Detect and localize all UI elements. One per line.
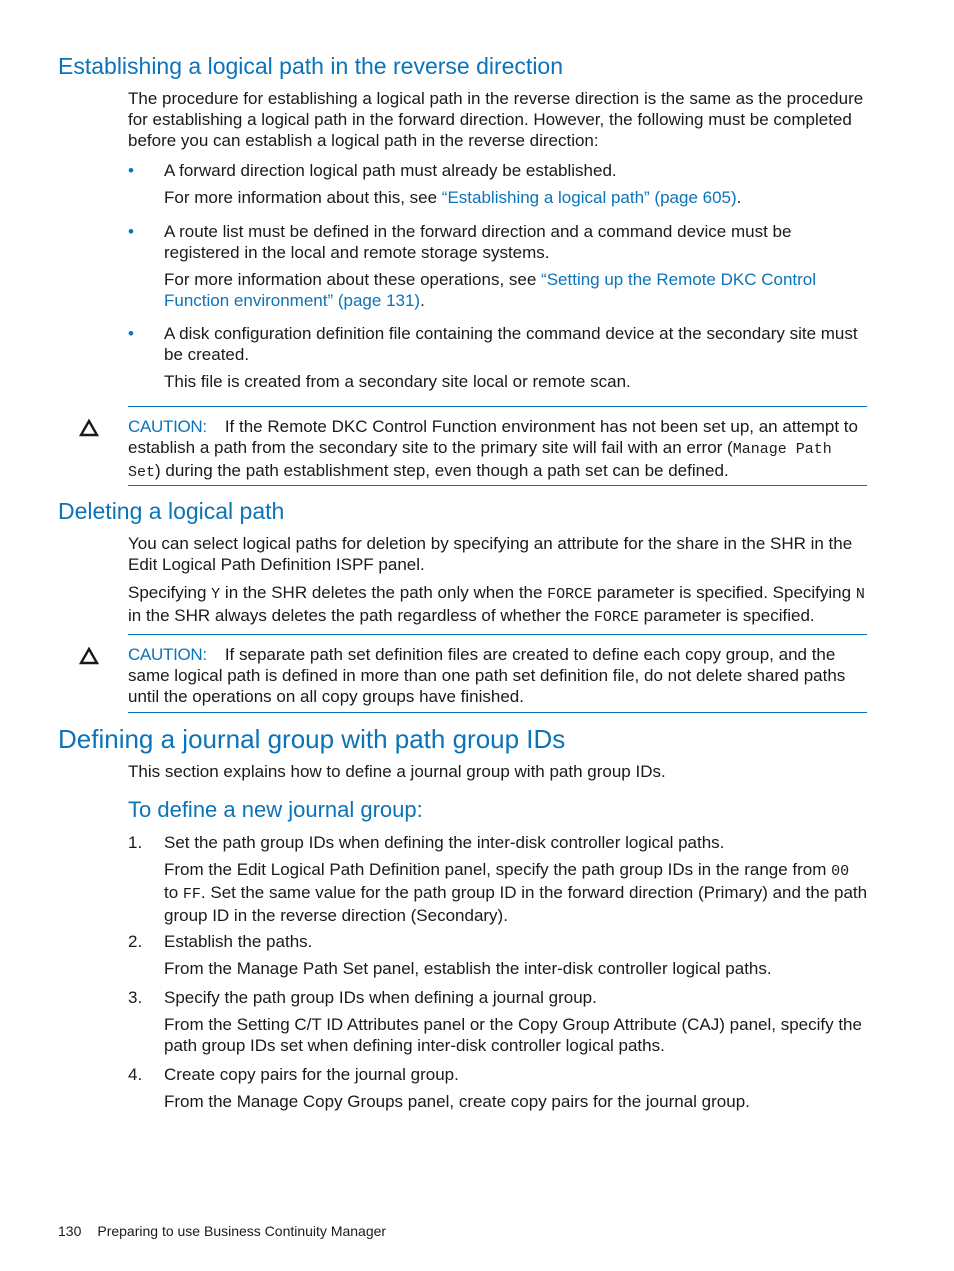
bullet-icon: • bbox=[128, 324, 134, 343]
step-number: 2. bbox=[128, 932, 143, 951]
caution-label: CAUTION: bbox=[128, 417, 207, 436]
bullet-icon: • bbox=[128, 222, 134, 241]
intro-paragraph: The procedure for establishing a logical path in the reverse direction is the same as the procedure for establishing a logical path in the forward direction. However, the following must be completed before you can establish a logical path in the reverse direction: bbox=[128, 89, 864, 150]
step-detail: From the Manage Copy Groups panel, create copy pairs for the journal group. bbox=[164, 1092, 750, 1111]
cross-reference-link[interactable]: “Establishing a logical path” (page 605) bbox=[441, 188, 737, 207]
cross-reference-link[interactable]: “Setting up the Remote DKC Control Function environment” (page 131) bbox=[164, 270, 817, 310]
bullet-text: A route list must be defined in the forward direction and a command device must be registered in the local and remote storage systems. bbox=[164, 222, 792, 262]
bullet-text: A forward direction logical path must already be established. bbox=[164, 161, 617, 180]
step-text: Create copy pairs for the journal group. bbox=[164, 1065, 459, 1084]
caution-triangle-icon bbox=[79, 419, 99, 437]
step-text: Specify the path group IDs when defining a journal group. bbox=[164, 988, 597, 1007]
code-text: Y bbox=[211, 586, 221, 603]
caution-triangle-icon bbox=[79, 647, 99, 665]
paragraph: This section explains how to define a journal group with path group IDs. bbox=[128, 762, 666, 781]
code-text: FF bbox=[182, 886, 201, 903]
bullet-text: A disk configuration definition file containing the command device at the secondary site must be created. bbox=[164, 324, 858, 364]
step-number: 1. bbox=[128, 833, 143, 852]
step-text: Set the path group IDs when defining the inter-disk controller logical paths. bbox=[164, 833, 725, 852]
caution-label: CAUTION: bbox=[128, 645, 207, 664]
code-text: FORCE bbox=[547, 586, 593, 603]
code-text: N bbox=[855, 586, 865, 603]
caution-box bbox=[128, 634, 867, 713]
procedure-title: To define a new journal group: bbox=[128, 797, 423, 822]
bullet-note: For more information about this, see “Establishing a logical path” (page 605). bbox=[164, 188, 742, 207]
section-heading-deleting-path: Deleting a logical path bbox=[58, 498, 285, 524]
step-number: 3. bbox=[128, 988, 143, 1007]
section-heading-journal-group: Defining a journal group with path group IDs bbox=[58, 724, 566, 754]
section-heading-reverse-path: Establishing a logical path in the reverse direction bbox=[58, 53, 564, 79]
step-number: 4. bbox=[128, 1065, 143, 1084]
bullet-note: This file is created from a secondary site local or remote scan. bbox=[164, 372, 631, 391]
code-text: FORCE bbox=[593, 609, 639, 626]
page-number: 130 bbox=[58, 1223, 82, 1239]
step-text: Establish the paths. bbox=[164, 932, 313, 951]
paragraph: Specifying Y in the SHR deletes the path only when the FORCE parameter is specified. Specifying N in the SHR always deletes the path regardless of whether the FORCE parameter is specified. bbox=[128, 583, 865, 626]
caution-text: CAUTION: If separate path set definition files are created to define each copy group, and the same logical path is defined in more than one path set definition file, do not delete shared paths until the operations on all copy groups have finished. bbox=[128, 645, 846, 706]
page-footer bbox=[58, 1223, 386, 1239]
code-text: 00 bbox=[831, 863, 850, 880]
caution-box bbox=[128, 406, 867, 486]
bullet-note: For more information about these operations, see “Setting up the Remote DKC Control Function environment” (page 131). bbox=[164, 270, 817, 310]
paragraph: You can select logical paths for deletion by specifying an attribute for the share in the SHR in the Edit Logical Path Definition ISPF panel. bbox=[128, 534, 853, 574]
caution-text: CAUTION: If the Remote DKC Control Function environment has not been set up, an attempt to establish a path from the secondary site to the primary site will fail with an error (Manage Path Set) during the path establishment step, even though a path set can be defined. bbox=[128, 417, 858, 481]
code-text: Manage Path Set bbox=[128, 441, 832, 481]
step-detail: From the Edit Logical Path Definition panel, specify the path group IDs in the range from 00 to FF. Set the same value for the path group ID in the forward direction (Primary) and the path group ID in the reverse direction (Secondary). bbox=[164, 860, 868, 925]
step-detail: From the Setting C/T ID Attributes panel or the Copy Group Attribute (CAJ) panel, specify the path group IDs set when defining inter-disk controller logical paths. bbox=[164, 1015, 862, 1055]
step-detail: From the Manage Path Set panel, establish the inter-disk controller logical paths. bbox=[164, 959, 772, 978]
bullet-icon: • bbox=[128, 161, 134, 180]
chapter-title: Preparing to use Business Continuity Manager bbox=[97, 1223, 387, 1239]
